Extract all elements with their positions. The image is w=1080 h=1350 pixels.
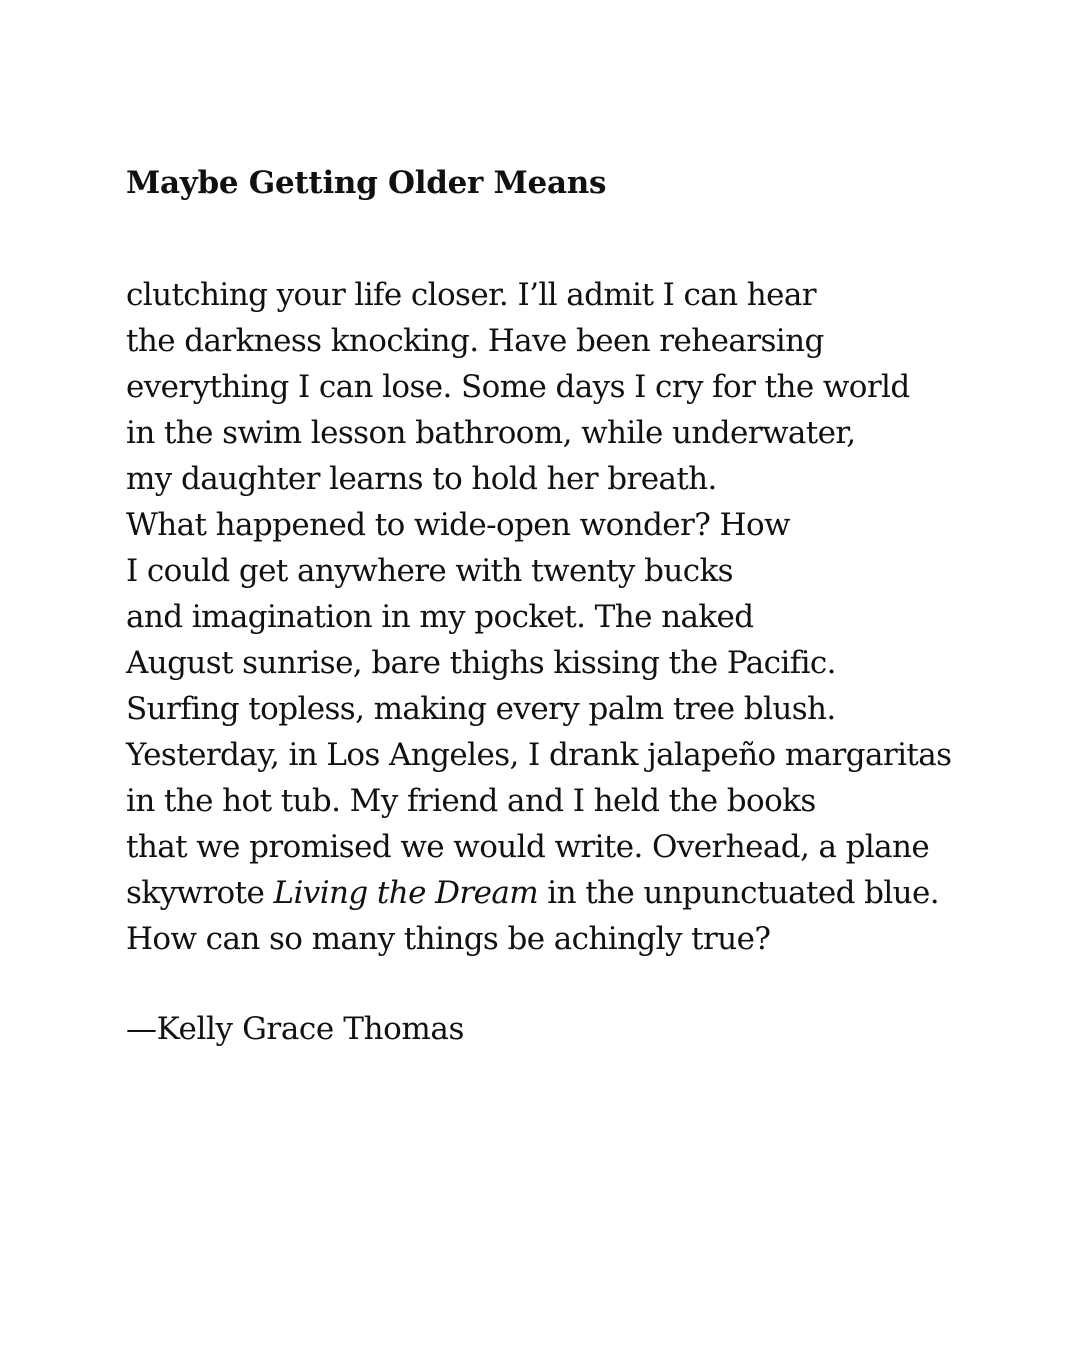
poem-page bbox=[126, 160, 1026, 1052]
poem-line: in the hot tub. My friend and I held the books bbox=[126, 783, 816, 819]
poem-line: Surfing topless, making every palm tree blush. bbox=[126, 691, 836, 727]
poem-line: What happened to wide-open wonder? How bbox=[126, 507, 790, 543]
poem-line: that we promised we would write. Overhead, a plane bbox=[126, 829, 930, 865]
line-text-after: in the unpunctuated blue. bbox=[538, 875, 940, 911]
poem-line: everything I can lose. Some days I cry for the world bbox=[126, 369, 910, 405]
poem-title: Maybe Getting Older Means bbox=[126, 165, 607, 201]
poem-body bbox=[126, 272, 1026, 962]
italic-phrase: Living the Dream bbox=[273, 875, 538, 911]
poem-line: How can so many things be achingly true? bbox=[126, 921, 771, 957]
poem-line: I could get anywhere with twenty bucks bbox=[126, 553, 733, 589]
poem-line: and imagination in my pocket. The naked bbox=[126, 599, 754, 635]
poem-line-with-italic bbox=[126, 870, 1026, 916]
poem-line: clutching your life closer. I’ll admit I can hear bbox=[126, 277, 816, 313]
poem-line: August sunrise, bare thighs kissing the Pacific. bbox=[126, 645, 836, 681]
line-text-before: skywrote bbox=[126, 875, 274, 911]
poem-line: in the swim lesson bathroom, while underwater, bbox=[126, 415, 856, 451]
poem-line: Yesterday, in Los Angeles, I drank jalapeño margaritas bbox=[126, 737, 952, 773]
poem-line: the darkness knocking. Have been rehearsing bbox=[126, 323, 824, 359]
poem-line: my daughter learns to hold her breath. bbox=[126, 461, 717, 497]
poem-attribution: —Kelly Grace Thomas bbox=[126, 1011, 464, 1047]
